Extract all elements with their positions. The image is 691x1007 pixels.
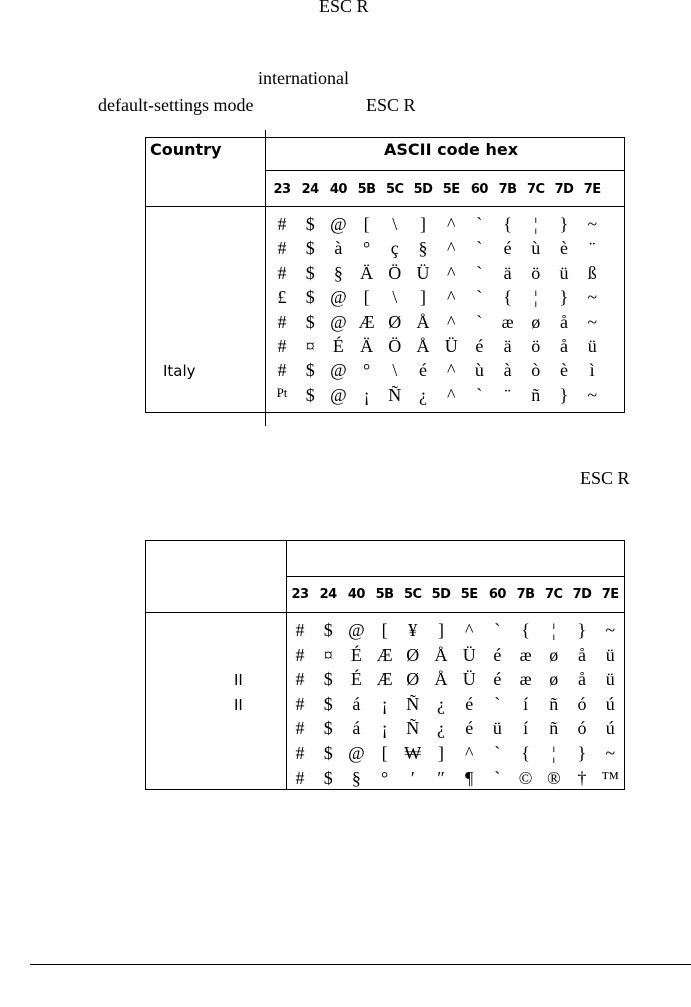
hex-code: 7D bbox=[572, 587, 592, 602]
char-cell: } bbox=[559, 384, 569, 405]
char-cell: ú bbox=[605, 693, 615, 714]
char-cell: @ bbox=[330, 214, 347, 234]
hex-code: 7C bbox=[545, 587, 563, 602]
char-cell: ^ bbox=[446, 262, 456, 283]
char-cell: ` bbox=[476, 238, 483, 259]
char-cell: ] bbox=[438, 620, 444, 640]
char-cell: } bbox=[559, 287, 569, 308]
char-cell: Ñ bbox=[406, 718, 420, 739]
char-cell: § bbox=[351, 767, 361, 788]
char-cell: ` bbox=[476, 384, 483, 405]
char-cell: ~ bbox=[587, 287, 598, 308]
char-cell: é bbox=[493, 644, 502, 665]
char-cell: ` bbox=[494, 693, 501, 714]
char-cell: é bbox=[465, 693, 474, 714]
hex-code: 60 bbox=[488, 587, 506, 602]
hex-code: 5C bbox=[404, 587, 422, 602]
char-cell: ` bbox=[494, 743, 501, 763]
char-cell: Ü bbox=[444, 336, 458, 356]
char-cell: ^ bbox=[446, 360, 456, 381]
country-label: Italy bbox=[163, 362, 196, 381]
table2-body-rule bbox=[145, 612, 625, 613]
char-cell: ^ bbox=[446, 238, 456, 259]
char-cell: # bbox=[295, 718, 305, 739]
char-cell: ¿ bbox=[437, 693, 445, 714]
hex-code: 7E bbox=[583, 182, 601, 197]
char-cell: ] bbox=[438, 743, 444, 763]
char-cell: ñ bbox=[549, 718, 559, 739]
char-cell: @ bbox=[330, 360, 347, 381]
char-cell: Ø bbox=[406, 644, 420, 665]
char-cell: ó bbox=[577, 693, 587, 714]
char-cell: ¨ bbox=[589, 238, 596, 259]
table1-ascii-header: ASCII code hex bbox=[384, 140, 519, 159]
char-cell: Å bbox=[416, 311, 430, 332]
char-cell: # bbox=[295, 644, 305, 665]
char-cell: ` bbox=[494, 620, 501, 640]
char-cell: § bbox=[418, 238, 428, 259]
hex-code: 24 bbox=[301, 182, 319, 197]
char-cell: ù bbox=[474, 360, 484, 381]
char-cell: É bbox=[332, 336, 344, 356]
char-cell: ` bbox=[494, 767, 501, 788]
char-cell: ó bbox=[577, 718, 587, 739]
char-cell: # bbox=[277, 238, 287, 259]
esc-r-line2: ESC R bbox=[366, 95, 416, 115]
char-cell: Æ bbox=[376, 644, 393, 665]
char-cell: Æ bbox=[376, 669, 393, 690]
hex-code: 5D bbox=[413, 182, 433, 197]
char-cell: ü bbox=[605, 644, 615, 665]
hex-code: 40 bbox=[329, 182, 347, 197]
char-cell: ¡ bbox=[381, 718, 388, 739]
char-cell: ù bbox=[531, 238, 541, 259]
hex-code: 5D bbox=[431, 587, 451, 602]
hex-code: 5C bbox=[386, 182, 404, 197]
table1-country-header: Country bbox=[150, 140, 222, 159]
char-cell: Ü bbox=[462, 644, 476, 665]
char-cell: # bbox=[277, 311, 287, 332]
char-cell: Ü bbox=[416, 262, 430, 283]
char-cell: ^ bbox=[446, 384, 456, 405]
hex-code: 7B bbox=[498, 182, 517, 197]
char-cell: ¦ bbox=[551, 620, 556, 640]
char-cell: # bbox=[277, 360, 287, 381]
char-cell: $ bbox=[305, 311, 315, 332]
char-cell: \ bbox=[392, 287, 398, 308]
country-label: II bbox=[234, 695, 243, 714]
char-cell: ] bbox=[420, 214, 426, 234]
char-cell: # bbox=[295, 693, 305, 714]
char-cell: ~ bbox=[587, 214, 598, 234]
char-cell: { bbox=[521, 743, 530, 763]
char-cell: é bbox=[475, 336, 484, 356]
char-cell: è bbox=[560, 360, 568, 381]
hex-code: 5B bbox=[357, 182, 376, 197]
char-cell: \ bbox=[392, 360, 398, 381]
char-cell: ^ bbox=[446, 214, 456, 234]
char-cell: ¶ bbox=[465, 767, 474, 788]
char-cell: ö bbox=[531, 262, 541, 283]
char-cell: á bbox=[352, 718, 361, 739]
char-cell: # bbox=[277, 262, 287, 283]
char-cell: ₩ bbox=[404, 743, 422, 763]
char-cell: é bbox=[493, 669, 502, 690]
char-cell: ¡ bbox=[363, 384, 370, 405]
char-cell: ü bbox=[559, 262, 569, 283]
char-cell: § bbox=[333, 262, 343, 283]
char-cell: $ bbox=[305, 384, 315, 405]
char-cell: ä bbox=[503, 262, 512, 283]
char-cell: Ñ bbox=[406, 693, 420, 714]
char-cell: ñ bbox=[531, 384, 541, 405]
char-cell: $ bbox=[323, 693, 333, 714]
esc-r-top: ESC R bbox=[319, 0, 369, 16]
char-cell: # bbox=[295, 743, 305, 763]
char-cell: í bbox=[523, 693, 529, 714]
char-cell: ` bbox=[476, 287, 483, 308]
char-cell: ç bbox=[390, 238, 399, 259]
char-cell: æ bbox=[519, 669, 532, 690]
table1-divider bbox=[265, 130, 266, 426]
table2-header-rule bbox=[286, 576, 625, 577]
default-settings-mode-text: default-settings mode bbox=[98, 95, 254, 115]
char-cell: £ bbox=[277, 287, 287, 308]
char-cell: ¡ bbox=[381, 693, 388, 714]
char-cell: ° bbox=[362, 360, 371, 381]
char-cell: @ bbox=[330, 311, 347, 332]
char-cell: $ bbox=[323, 718, 333, 739]
char-cell: é bbox=[503, 238, 512, 259]
char-cell: $ bbox=[305, 214, 315, 234]
hex-code: 7B bbox=[516, 587, 535, 602]
hex-code: 7D bbox=[554, 182, 574, 197]
char-cell: $ bbox=[305, 262, 315, 283]
country-label: II bbox=[234, 671, 243, 690]
char-cell: { bbox=[503, 287, 512, 308]
char-cell: # bbox=[295, 767, 305, 788]
international-word: international bbox=[258, 68, 349, 88]
char-cell: ß bbox=[587, 262, 597, 283]
char-cell: $ bbox=[305, 238, 315, 259]
char-cell: à bbox=[334, 238, 343, 259]
char-cell: [ bbox=[363, 214, 370, 234]
char-cell: ^ bbox=[446, 311, 456, 332]
char-cell: # bbox=[277, 214, 287, 234]
char-cell: ` bbox=[476, 262, 483, 283]
char-cell: { bbox=[521, 620, 530, 640]
char-cell: ~ bbox=[605, 620, 616, 640]
char-cell: ì bbox=[589, 360, 595, 381]
char-cell: Ä bbox=[360, 336, 374, 356]
char-cell: Ø bbox=[388, 311, 402, 332]
char-cell: å bbox=[578, 644, 586, 665]
char-cell: Ü bbox=[462, 669, 476, 690]
char-cell: # bbox=[277, 336, 287, 356]
hex-code: 23 bbox=[291, 587, 309, 602]
char-cell: ø bbox=[531, 311, 541, 332]
char-cell: ¦ bbox=[551, 743, 556, 763]
table1-body-rule bbox=[145, 206, 625, 207]
char-cell: ~ bbox=[587, 384, 598, 405]
char-cell: ` bbox=[476, 214, 483, 234]
char-cell: [ bbox=[363, 287, 370, 308]
hex-code: 5E bbox=[442, 182, 460, 197]
char-cell: † bbox=[577, 767, 587, 788]
char-cell: æ bbox=[519, 644, 532, 665]
char-cell: ö bbox=[531, 336, 541, 356]
char-cell: å bbox=[560, 311, 568, 332]
char-cell: ^ bbox=[464, 743, 474, 763]
char-cell: ñ bbox=[549, 693, 559, 714]
char-cell: @ bbox=[330, 287, 347, 308]
hex-code: 60 bbox=[470, 182, 488, 197]
char-cell: $ bbox=[323, 620, 333, 640]
char-cell: ü bbox=[492, 718, 502, 739]
char-cell: # bbox=[295, 620, 305, 640]
char-cell: ú bbox=[605, 718, 615, 739]
char-cell: # bbox=[295, 669, 305, 690]
char-cell: ` bbox=[476, 311, 483, 332]
char-cell: $ bbox=[323, 669, 333, 690]
hex-code: 7C bbox=[527, 182, 545, 197]
esc-r-mid: ESC R bbox=[580, 468, 630, 488]
hex-code: 40 bbox=[347, 587, 365, 602]
char-cell: æ bbox=[501, 311, 514, 332]
char-cell: ~ bbox=[587, 311, 598, 332]
char-cell: ° bbox=[380, 767, 389, 788]
char-cell: ø bbox=[549, 669, 559, 690]
char-cell: ] bbox=[420, 287, 426, 308]
char-cell: ® bbox=[546, 767, 561, 788]
char-cell: ′ bbox=[410, 767, 415, 788]
hex-code: 5B bbox=[375, 587, 394, 602]
footer-rule bbox=[30, 964, 691, 965]
char-cell: ¨ bbox=[504, 384, 511, 405]
char-cell: ″ bbox=[437, 767, 445, 788]
char-cell: à bbox=[503, 360, 512, 381]
char-cell: ¦ bbox=[533, 287, 538, 308]
char-cell: { bbox=[503, 214, 512, 234]
hex-code: 7E bbox=[601, 587, 619, 602]
char-cell: } bbox=[577, 620, 587, 640]
char-cell: ò bbox=[531, 360, 541, 381]
char-cell: É bbox=[350, 669, 362, 690]
char-cell: ~ bbox=[605, 743, 616, 763]
char-cell: Ñ bbox=[388, 384, 402, 405]
char-cell: Å bbox=[416, 336, 430, 356]
char-cell: ™ bbox=[601, 767, 619, 788]
char-cell: Ö bbox=[388, 262, 402, 283]
char-cell: è bbox=[560, 238, 568, 259]
char-cell: Å bbox=[434, 644, 448, 665]
char-cell: Ø bbox=[406, 669, 420, 690]
char-cell: é bbox=[465, 718, 474, 739]
char-cell: é bbox=[419, 360, 427, 381]
hex-code: 5E bbox=[460, 587, 478, 602]
char-cell: @ bbox=[348, 620, 365, 640]
char-cell: $ bbox=[305, 287, 315, 308]
char-cell: å bbox=[560, 336, 568, 356]
char-cell: ^ bbox=[464, 620, 474, 640]
char-cell: } bbox=[559, 214, 569, 234]
char-cell: É bbox=[350, 644, 362, 665]
hex-code: 23 bbox=[273, 182, 291, 197]
char-cell: Æ bbox=[358, 311, 375, 332]
char-cell: @ bbox=[348, 743, 365, 763]
char-cell: ü bbox=[587, 336, 597, 356]
char-cell: [ bbox=[381, 743, 388, 763]
char-cell: ¿ bbox=[419, 384, 427, 405]
char-cell: ¤ bbox=[305, 336, 315, 356]
char-cell: Pt bbox=[276, 384, 288, 400]
char-cell: \ bbox=[392, 214, 398, 234]
char-cell: $ bbox=[323, 743, 333, 763]
char-cell: ¦ bbox=[533, 214, 538, 234]
char-cell: ¥ bbox=[408, 620, 418, 640]
char-cell: Ä bbox=[360, 262, 374, 283]
char-cell: $ bbox=[305, 360, 315, 381]
char-cell: ä bbox=[503, 336, 512, 356]
char-cell: Å bbox=[434, 669, 448, 690]
char-cell: ° bbox=[362, 238, 371, 259]
char-cell: ¤ bbox=[323, 644, 333, 665]
char-cell: ø bbox=[549, 644, 559, 665]
char-cell: ^ bbox=[446, 287, 456, 308]
char-cell: Ö bbox=[388, 336, 402, 356]
char-cell: ¿ bbox=[437, 718, 445, 739]
char-cell: å bbox=[578, 669, 586, 690]
table1-header-rule bbox=[265, 170, 625, 171]
char-cell: } bbox=[577, 743, 587, 763]
char-cell: í bbox=[523, 718, 529, 739]
char-cell: @ bbox=[330, 384, 347, 405]
char-cell: á bbox=[352, 693, 361, 714]
char-cell: $ bbox=[323, 767, 333, 788]
hex-code: 24 bbox=[319, 587, 337, 602]
char-cell: [ bbox=[381, 620, 388, 640]
char-cell: © bbox=[518, 767, 533, 788]
char-cell: ü bbox=[605, 669, 615, 690]
